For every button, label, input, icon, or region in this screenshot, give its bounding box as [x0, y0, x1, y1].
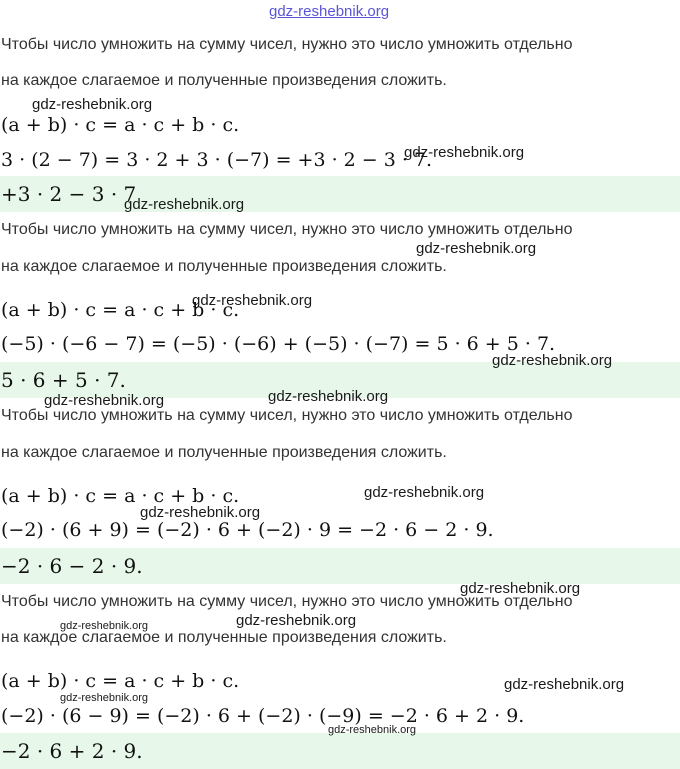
rule-text-line2: на каждое слагаемое и полученные произведения сложить.	[1, 444, 447, 461]
rule-text-line2: на каждое слагаемое и полученные произведения сложить.	[1, 629, 447, 646]
calculation: (−2) · (6 − 9) = (−2) · 6 + (−2) · (−9) = −2 · 6 + 2 · 9.	[1, 705, 525, 727]
watermark: gdz-reshebnik.org	[460, 580, 581, 597]
calculation: (−5) · (−6 − 7) = (−5) · (−6) + (−5) · (−7) = 5 · 6 + 5 · 7.	[1, 333, 556, 355]
rule-text-line1: Чтобы число умножить на сумму чисел, нужно это число умножить отдельно	[1, 407, 573, 424]
answer: 5 · 6 + 5 · 7.	[1, 368, 126, 392]
watermark: gdz-reshebnik.org	[492, 352, 613, 369]
watermark: gdz-reshebnik.org	[416, 240, 537, 257]
answer: −2 · 6 + 2 · 9.	[1, 739, 143, 763]
watermark: gdz-reshebnik.org	[32, 96, 153, 113]
answer: +3 · 2 − 3 · 7	[1, 182, 137, 206]
answer: −2 · 6 − 2 · 9.	[1, 554, 143, 578]
watermark: gdz-reshebnik.org	[60, 692, 149, 704]
watermark: gdz-reshebnik.org	[124, 196, 245, 213]
formula: (a + b) · c = a · c + b · c.	[1, 485, 240, 507]
watermark: gdz-reshebnik.org	[236, 612, 357, 629]
watermark: gdz-reshebnik.org	[44, 392, 165, 409]
formula: (a + b) · c = a · c + b · c.	[1, 670, 240, 692]
rule-text-line1: Чтобы число умножить на сумму чисел, нужно это число умножить отдельно	[1, 221, 573, 238]
watermark: gdz-reshebnik.org	[140, 504, 261, 521]
calculation: (−2) · (6 + 9) = (−2) · 6 + (−2) · 9 = −2 · 6 − 2 · 9.	[1, 519, 494, 541]
watermark: gdz-reshebnik.org	[60, 620, 149, 632]
calculation: 3 · (2 − 7) = 3 · 2 + 3 · (−7) = +3 · 2 − 3 · 7.	[1, 149, 433, 171]
rule-text-line2: на каждое слагаемое и полученные произведения сложить.	[1, 258, 447, 275]
rule-text-line2: на каждое слагаемое и полученные произведения сложить.	[1, 72, 447, 89]
watermark: gdz-reshebnik.org	[504, 676, 625, 693]
watermark: gdz-reshebnik.org	[404, 144, 525, 161]
rule-text-line1: Чтобы число умножить на сумму чисел, нужно это число умножить отдельно	[1, 593, 573, 610]
watermark: gdz-reshebnik.org	[328, 724, 417, 736]
formula: (a + b) · c = a · c + b · c.	[1, 299, 240, 321]
rule-text-line1: Чтобы число умножить на сумму чисел, нужно это число умножить отдельно	[1, 36, 573, 53]
watermark-top-link[interactable]: gdz-reshebnik.org	[269, 3, 390, 20]
watermark: gdz-reshebnik.org	[192, 292, 313, 309]
watermark: gdz-reshebnik.org	[268, 388, 389, 405]
formula: (a + b) · c = a · c + b · c.	[1, 114, 240, 136]
watermark: gdz-reshebnik.org	[364, 484, 485, 501]
